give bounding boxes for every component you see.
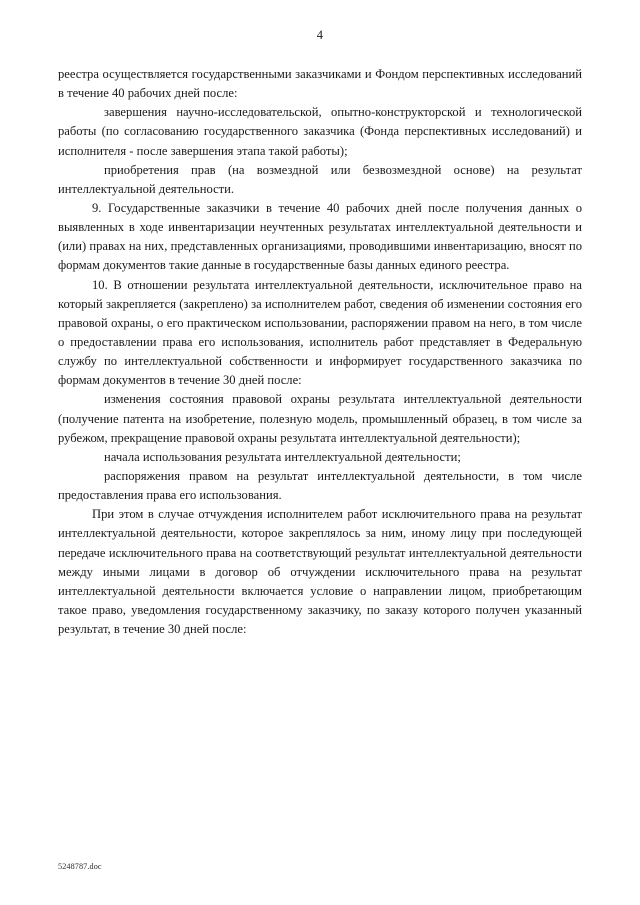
page-number: 4: [316, 28, 324, 42]
footer-filename: 5248787.doc: [58, 862, 102, 871]
paragraph: реестра осуществляется государственными заказчиками и Фондом перспективных исследований в течение 40 рабочих дней после:: [58, 67, 582, 101]
paragraph: приобретения прав (на возмездной или безвозмездной основе) на результат интеллектуальной деятельности.: [58, 162, 582, 196]
paragraph: начала использования результата интеллектуальной деятельности;: [104, 449, 461, 464]
paragraph: 10. В отношении результата интеллектуальной деятельности, исключительное право на который закрепляется (закреплено) за исполнителем работ, сведения об изменении состояния его правовой охраны, о его практическом использовании, распоряжении правом на него, в том числе о предоставлении права его использования, исполнитель работ представляет в Федеральную службу по интеллектуальной собственности и информирует государственного заказчика по формам документов в течение 30 дней после:: [58, 277, 582, 388]
paragraph: 9. Государственные заказчики в течение 40 рабочих дней после получения данных о выявленных в ходе инвентаризации неучтенных результатах интеллектуальной деятельности и (или) правах на них, представленных организациями, проводившими инвентаризацию, вносят по формам документов такие данные в государственные базы данных единого реестра.: [58, 200, 582, 273]
paragraph: завершения научно-исследовательской, опытно-конструкторской и технологической работы (по согласованию государственного заказчика (Фонда перспективных исследований) и исполнителя - после завершения этапа такой работы);: [58, 105, 582, 158]
paragraph: изменения состояния правовой охраны результата интеллектуальной деятельности (получение патента на изобретение, полезную модель, промышленный образец, в том числе за рубежом, прекращение правовой охраны результата интеллектуальной деятельности);: [58, 392, 582, 445]
document-body: [58, 65, 582, 639]
paragraph: распоряжения правом на результат интеллектуальной деятельности, в том числе предоставления права его использования.: [58, 468, 582, 503]
paragraph: При этом в случае отчуждения исполнителем работ исключительного права на результат интеллектуальной деятельности, которое закреплялось за ним, иному лицу при последующей передаче исключительного права на соответствующий результат интеллектуальной деятельности между иными лицами в договор об отчуждении исключительного права на результат интеллектуальной деятельности включается условие о направлении лицом, приобретающим такое право, уведомления государственному заказчику, по заказу которого получен указанный результат, в течение 30 дней после:: [58, 507, 582, 637]
